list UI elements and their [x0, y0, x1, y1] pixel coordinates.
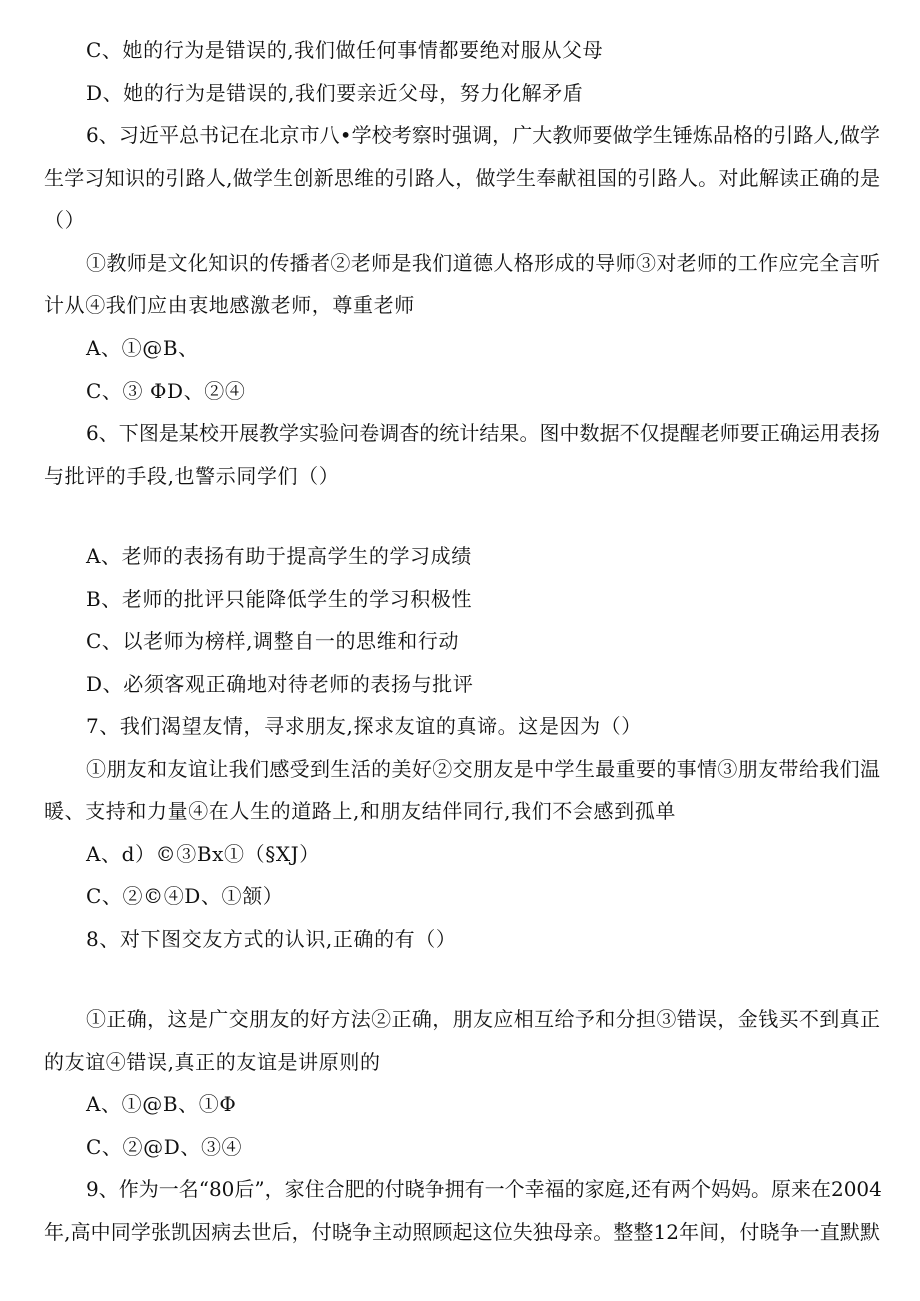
question-8-line-1: 8、对下图交友方式的认识,正确的有（） [86, 927, 457, 951]
question-6b-option-a: A、老师的表扬有助于提高学生的学习成绩 [86, 544, 472, 568]
question-9-line-1: 9、作为一名“80后”，家住合肥的付晓争拥有一个幸福的家庭,还有两个妈妈。原来在2004 [86, 1177, 882, 1201]
question-7-statements-line-2: 暖、支持和力量④在人生的道路上,和朋友结伴同行,我们不会感到孤单 [44, 799, 676, 823]
question-7-line-1: 7、我们渴望友情，寻求朋友,探求友谊的真谛。这是因为（） [86, 714, 642, 738]
question-6-bracket: （） [44, 208, 86, 232]
question-6b-option-c: C、以老师为榜样,调整自一的思维和行动 [86, 629, 460, 653]
question-7-option-cd: C、②©④D、①颔） [86, 884, 284, 908]
question-6b-line-2: 与批评的手段,也警示同学们（） [44, 464, 340, 488]
question-7-option-ab: A、d）©③Bx①（§XJ） [86, 842, 320, 866]
question-8-option-cd: C、②@D、③④ [86, 1135, 243, 1159]
question-8-option-ab: A、①@B、①Φ [86, 1092, 237, 1116]
question-6-option-cd: C、③ ΦD、②④ [86, 379, 246, 403]
question-8-statements-line-2: 的友谊④错误,真正的友谊是讲原则的 [44, 1050, 381, 1074]
question-8-statements-line-1: ①正确，这是广交朋友的好方法②正确，朋友应相互给予和分担③错误，金钱买不到真正 [86, 1007, 880, 1031]
question-6-statements-line-1: ①教师是文化知识的传播者②老师是我们道德人格形成的导师③对老师的工作应完全言听 [86, 251, 880, 275]
question-6-statements-line-2: 计从④我们应由衷地感激老师，尊重老师 [44, 293, 415, 317]
question-6-line-1: 6、习近平总书记在北京市八•学校考察时强调，广大教师要做学生锤炼品格的引路人,做学 [86, 123, 880, 147]
question-9-line-2: 年,高中同学张凯因病去世后，付晓争主动照顾起这位失独母亲。整整12年间，付晓争一直默默 [44, 1220, 880, 1244]
question-7-statements-line-1: ①朋友和友谊让我们感受到生活的美好②交朋友是中学生最重要的事情③朋友带给我们温 [86, 757, 880, 781]
option-d-line: D、她的行为是错误的,我们要亲近父母，努力化解矛盾 [86, 81, 584, 105]
question-6-option-ab: A、①@B、 [86, 336, 199, 360]
question-6-line-2: 生学习知识的引路人,做学生创新思维的引路人，做学生奉献祖国的引路人。对此解读正确的是 [44, 166, 880, 190]
question-6b-option-b: B、老师的批评只能降低学生的学习积极性 [86, 587, 473, 611]
question-6b-option-d: D、必须客观正确地对待老师的表扬与批评 [86, 672, 474, 696]
option-c-line: C、她的行为是错误的,我们做任何事情都要绝对服从父母 [86, 38, 604, 62]
question-6b-line-1: 6、下图是某校开展教学实验问卷调杳的统计结果。图中数据不仅提醒老师要正确运用表扬 [86, 421, 880, 445]
